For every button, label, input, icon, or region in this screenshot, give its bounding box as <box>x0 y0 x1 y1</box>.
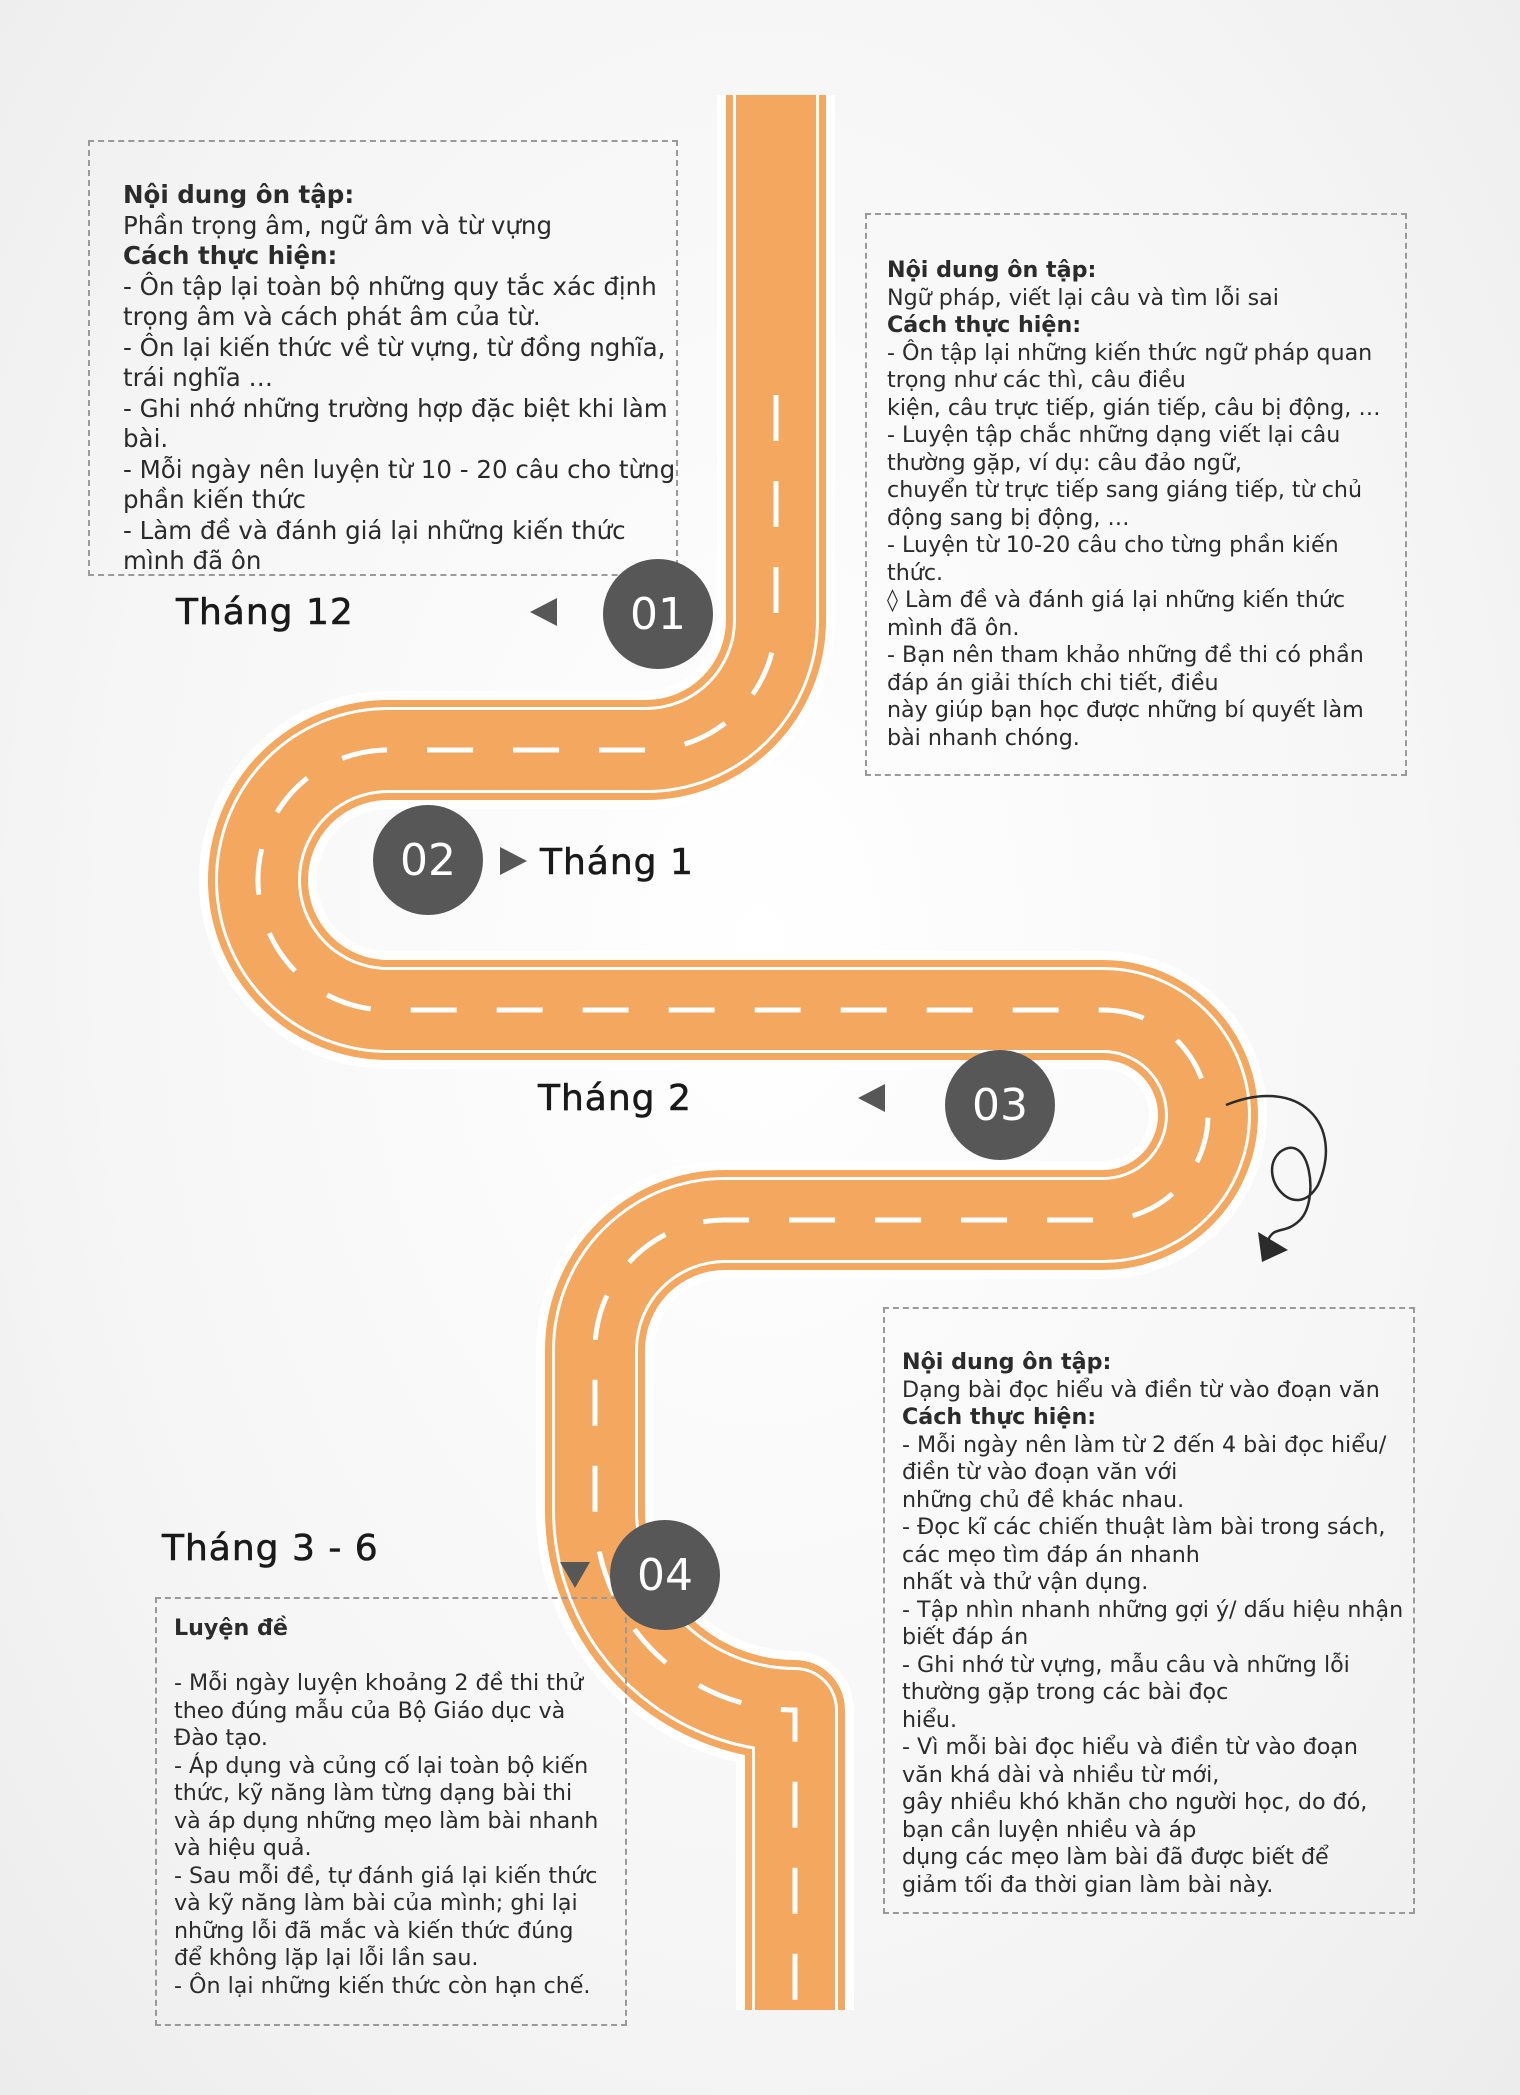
content-line: theo đúng mẫu của Bộ Giáo dục và <box>174 1697 566 1724</box>
arrow-left-marker-3 <box>858 1084 885 1112</box>
swirl-arrowhead-icon <box>1258 1232 1288 1262</box>
month-label-4: Tháng 3 - 6 <box>162 1528 379 1569</box>
milestone-1-content-box <box>88 140 678 576</box>
content-line: - Mỗi ngày nên luyện từ 10 - 20 câu cho từng <box>123 454 676 484</box>
content-line: giảm tối đa thời gian làm bài này. <box>902 1871 1274 1898</box>
content-line: - Ghi nhớ những trường hợp đặc biệt khi làm <box>123 393 668 423</box>
milestone-3-content-box <box>883 1307 1415 1914</box>
content-line: Cách thực hiện: <box>123 241 338 270</box>
content-line: ◊ Làm đề và đánh giá lại những kiến thức <box>887 587 1346 613</box>
content-line: Dạng bài đọc hiểu và điền từ vào đoạn văn <box>902 1376 1380 1403</box>
content-line: - Mỗi ngày nên làm từ 2 đến 4 bài đọc hiểu/ <box>902 1431 1387 1458</box>
content-line: bài nhanh chóng. <box>887 724 1080 751</box>
month-label-2: Tháng 1 <box>540 842 694 883</box>
content-line: - Sau mỗi đề, tự đánh giá lại kiến thức <box>174 1862 598 1889</box>
content-line: mình đã ôn <box>123 546 262 575</box>
arrow-right-marker-2 <box>500 847 527 875</box>
content-line: Nội dung ôn tập: <box>887 257 1097 283</box>
month-label-3: Tháng 2 <box>538 1078 692 1119</box>
content-line: và áp dụng những mẹo làm bài nhanh <box>174 1807 599 1834</box>
milestone-4-content-box <box>155 1597 627 2026</box>
content-line: nhất và thử vận dụng. <box>902 1569 1149 1595</box>
content-line: và kỹ năng làm bài của mình; ghi lại <box>174 1890 578 1916</box>
content-line: gây nhiều khó khăn cho người học, do đó, <box>902 1789 1368 1815</box>
content-line: hiểu. <box>902 1706 957 1733</box>
content-line: Nội dung ôn tập: <box>123 180 355 209</box>
content-line: - Ghi nhớ từ vựng, mẫu câu và những lỗi <box>902 1651 1350 1678</box>
content-line: - Làm đề và đánh giá lại những kiến thức <box>123 515 626 545</box>
content-line: - Áp dụng và củng cố lại toàn bộ kiến <box>174 1752 589 1779</box>
content-line: Luyện đề <box>174 1615 288 1641</box>
content-line: - Ôn lại kiến thức về từ vựng, từ đồng nghĩa, <box>123 332 666 362</box>
content-line: - Luyện tập chắc những dạng viết lại câu <box>887 422 1341 448</box>
content-line: - Ôn tập lại toàn bộ những quy tắc xác định <box>123 271 657 301</box>
content-line: những lỗi đã mắc và kiến thức đúng <box>174 1917 574 1944</box>
content-line: văn khá dài và nhiều từ mới, <box>902 1761 1220 1788</box>
content-line: - Tập nhìn nhanh những gợi ý/ dấu hiệu nhận <box>902 1596 1404 1623</box>
content-line: điền từ vào đoạn văn với <box>902 1459 1178 1485</box>
content-line: - Ôn lại những kiến thức còn hạn chế. <box>174 1972 591 1999</box>
content-line <box>174 1643 617 1671</box>
content-line: trọng âm và cách phát âm của từ. <box>123 302 541 331</box>
milestone-number-3: 03 <box>945 1050 1055 1160</box>
content-line: biết đáp án <box>902 1624 1029 1650</box>
content-line: các mẹo tìm đáp án nhanh <box>902 1541 1200 1568</box>
month-label-1: Tháng 12 <box>176 592 354 633</box>
content-line: thường gặp, ví dụ: câu đảo ngữ, <box>887 449 1242 476</box>
content-line: - Vì mỗi bài đọc hiểu và điền từ vào đoạn <box>902 1734 1358 1760</box>
content-line: thức. <box>887 559 944 586</box>
content-line: trái nghĩa … <box>123 363 274 392</box>
content-line: dụng các mẹo làm bài đã được biết để <box>902 1844 1329 1870</box>
content-line: mình đã ôn. <box>887 614 1020 641</box>
content-line: Cách thực hiện: <box>902 1404 1097 1430</box>
content-line: - Đọc kĩ các chiến thuật làm bài trong sách, <box>902 1514 1386 1540</box>
content-line: thức, kỹ năng làm từng dạng bài thi <box>174 1780 573 1806</box>
content-line: và hiệu quả. <box>174 1835 312 1861</box>
content-line: bạn cần luyện nhiều và áp <box>902 1816 1197 1843</box>
arrow-left-marker-1 <box>530 598 557 626</box>
content-line: - Mỗi ngày luyện khoảng 2 đề thi thử <box>174 1670 584 1696</box>
content-line: Cách thực hiện: <box>887 312 1082 338</box>
content-line: những chủ đề khác nhau. <box>902 1486 1185 1513</box>
content-line: Đào tạo. <box>174 1725 268 1751</box>
milestone-number-2: 02 <box>373 805 483 915</box>
content-line: kiện, câu trực tiếp, gián tiếp, câu bị động, … <box>887 394 1381 421</box>
milestone-number-1: 01 <box>603 559 713 669</box>
content-line: Phần trọng âm, ngữ âm và từ vựng <box>123 210 553 240</box>
content-line: Nội dung ôn tập: <box>902 1349 1112 1375</box>
content-line: chuyển từ trực tiếp sang giáng tiếp, từ chủ <box>887 477 1363 503</box>
content-line: phần kiến thức <box>123 485 306 514</box>
content-line: - Ôn tập lại những kiến thức ngữ pháp quan <box>887 339 1373 366</box>
content-line: trọng như các thì, câu điều <box>887 367 1186 393</box>
content-line: bài. <box>123 424 169 453</box>
content-line: động sang bị động, … <box>887 504 1130 531</box>
content-line: này giúp bạn học được những bí quyết làm <box>887 697 1364 723</box>
milestone-2-content-box <box>865 213 1407 776</box>
content-line: đáp án giải thích chi tiết, điều <box>887 669 1219 696</box>
content-line: thường gặp trong các bài đọc <box>902 1679 1229 1705</box>
content-line: - Bạn nên tham khảo những đề thi có phần <box>887 642 1364 668</box>
content-line: - Luyện từ 10-20 câu cho từng phần kiến <box>887 532 1339 558</box>
content-line: Ngữ pháp, viết lại câu và tìm lỗi sai <box>887 284 1279 311</box>
milestone-number-4: 04 <box>610 1520 720 1630</box>
content-line: để không lặp lại lỗi lần sau. <box>174 1945 479 1971</box>
